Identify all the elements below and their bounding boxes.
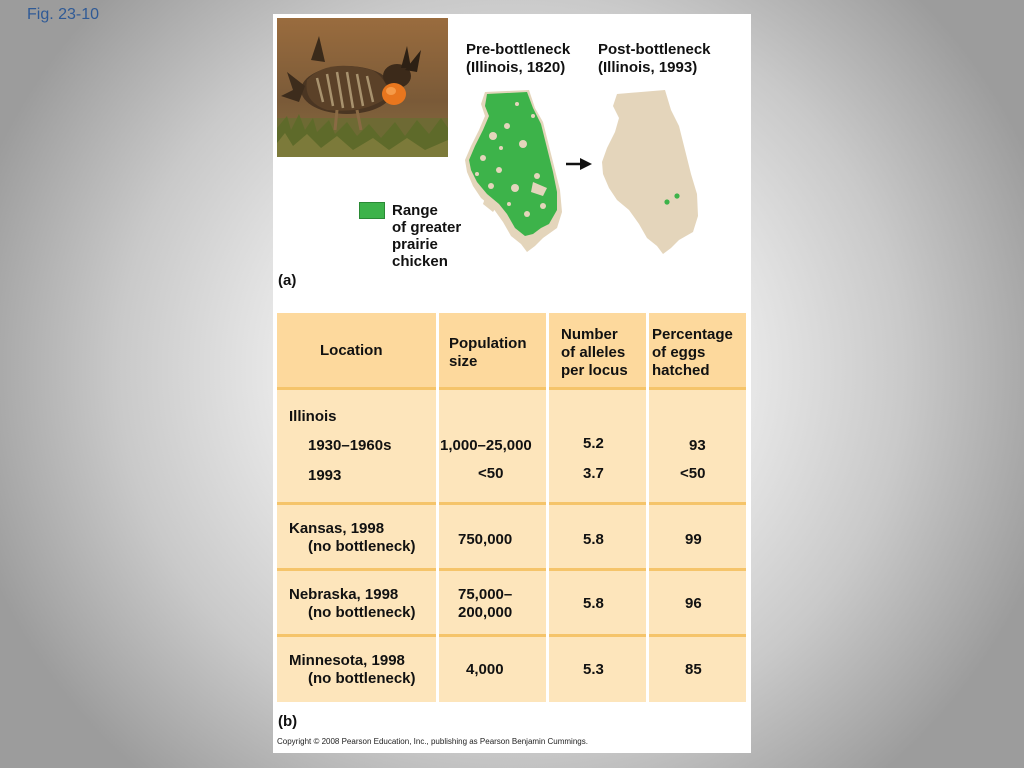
illinois-population: 1,000–25,000 (440, 437, 532, 454)
kansas-population: 750,000 (458, 531, 513, 548)
column-divider (436, 313, 439, 702)
minnesota-population: 4,000 (466, 661, 504, 678)
illinois-label: Illinois (289, 408, 337, 425)
pre-bottleneck-title: Pre-bottleneck (Illinois, 1820) (466, 41, 571, 76)
column-divider (646, 313, 649, 702)
panel-b-label: (b) (278, 713, 298, 730)
nebraska-eggs: 96 (685, 595, 702, 612)
illinois-eggs: 93 (689, 437, 706, 454)
post-bottleneck-title: Post-bottleneck (Illinois, 1993) (598, 41, 711, 76)
figure-label: Fig. 23-10 (27, 6, 100, 23)
panel-a-label: (a) (278, 272, 297, 289)
illinois-alleles: 3.7 (583, 465, 604, 482)
minnesota-alleles: 5.3 (583, 661, 604, 678)
kansas-alleles: 5.8 (583, 531, 604, 548)
nebraska-alleles: 5.8 (583, 595, 604, 612)
row-divider (277, 387, 746, 390)
nebraska-population: 75,000– 200,000 (458, 586, 513, 621)
kansas-label: Kansas, 1998 (no bottleneck) (289, 520, 416, 555)
minnesota-label: Minnesota, 1998 (no bottleneck) (289, 652, 416, 687)
bottleneck-data-table (277, 313, 746, 702)
row-divider (277, 568, 746, 571)
range-legend-swatch (359, 202, 385, 219)
kansas-eggs: 99 (685, 531, 702, 548)
row-divider (277, 634, 746, 637)
illinois-period: 1930–1960s (308, 437, 392, 454)
nebraska-label: Nebraska, 1998 (no bottleneck) (289, 586, 416, 621)
copyright-text: Copyright © 2008 Pearson Education, Inc., publishing as Pearson Benjamin Cummings. (277, 737, 588, 746)
range-legend-text: Range of greater prairie chicken (392, 202, 462, 270)
illinois-1993-map (601, 88, 701, 258)
illinois-population: <50 (478, 465, 504, 482)
prairie-chicken-photo (277, 18, 448, 157)
minnesota-eggs: 85 (685, 661, 702, 678)
row-divider (277, 502, 746, 505)
header-population: Population size (449, 335, 527, 370)
header-alleles: Number of alleles per locus (561, 326, 628, 379)
header-location: Location (320, 342, 383, 359)
illinois-alleles: 5.2 (583, 435, 604, 452)
right-arrow-icon (566, 158, 592, 170)
column-divider (546, 313, 549, 702)
header-eggs: Percentage of eggs hatched (652, 326, 733, 379)
illinois-period: 1993 (308, 467, 342, 484)
figure-panel (273, 14, 751, 753)
illinois-eggs: <50 (680, 465, 706, 482)
